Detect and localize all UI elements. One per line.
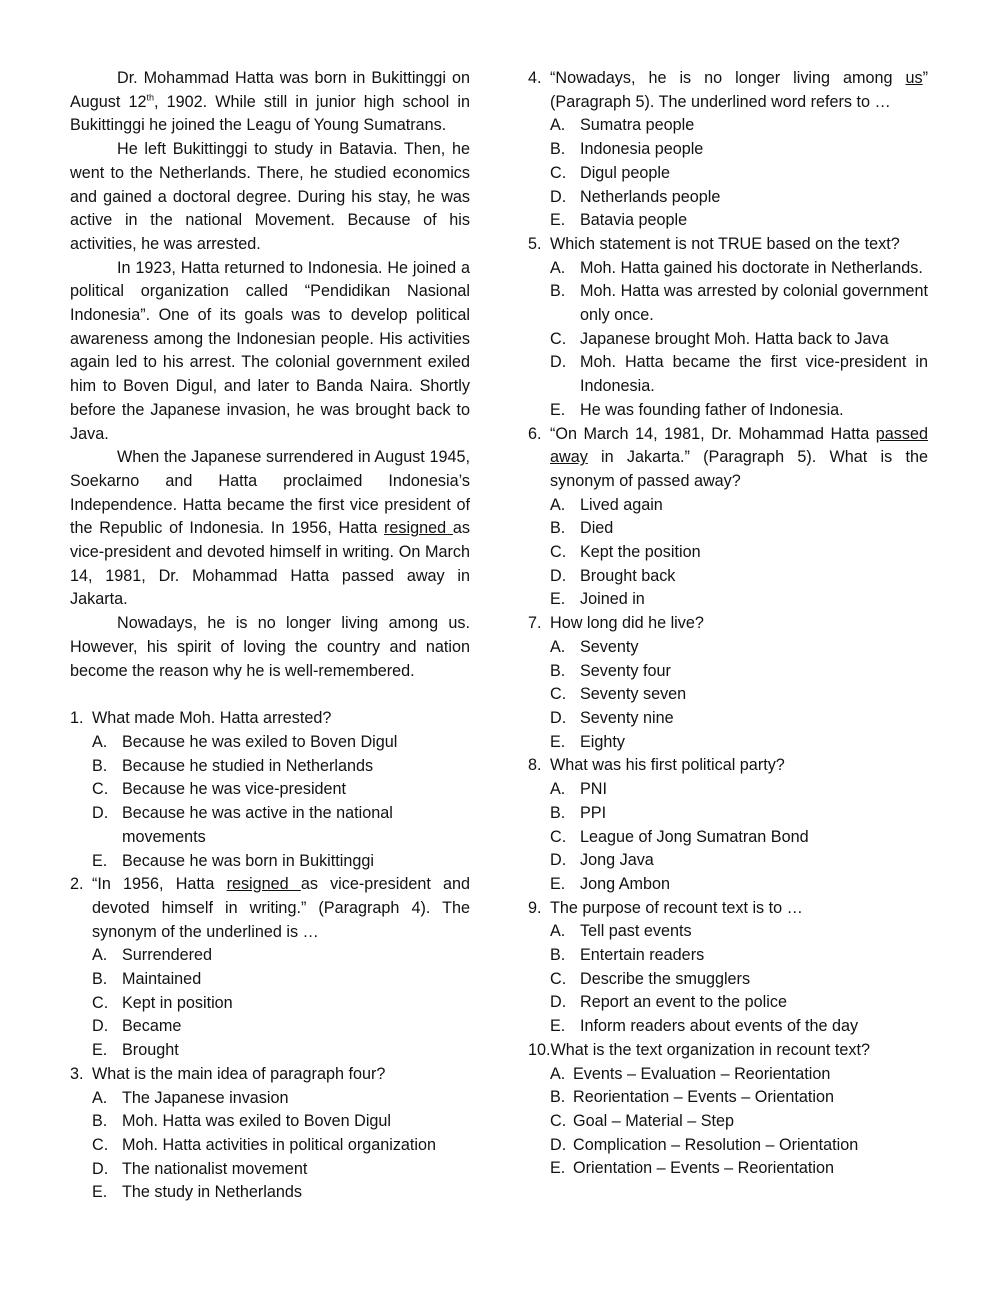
passage-text: as vice-president and devoted himself in writing. On March 14, 1981, Dr. Mohammad Hatta passed away in Jakarta. — [70, 519, 471, 609]
option-text: Because he was vice-president — [122, 780, 347, 799]
option[interactable] — [550, 114, 928, 138]
passage-text: Dr. Mohammad Hatta was born in Bukittinggi on August 12 — [70, 69, 470, 111]
option[interactable] — [550, 138, 928, 162]
option-letter: D. — [550, 851, 567, 870]
option-text: PPI — [580, 803, 607, 822]
passage-paragraph-3: In 1923, Hatta returned to Indonesia. He joined a political organization called “Pendidikan Nasional Indonesia”. One of its goals was to develop political awareness among the Indonesian people. His activities again led to his arrest. The colonial government exiled him to Boven Digul, and later to Banda Naira. Shortly before the Japanese invasion, he was brought back to Java. — [70, 258, 470, 443]
option-letter: C. — [92, 1135, 109, 1154]
option[interactable] — [550, 660, 928, 684]
option-letter: E. — [550, 732, 566, 751]
option-letter: B. — [550, 661, 566, 680]
option-text: Inform readers about events of the day — [580, 1017, 859, 1036]
question-text: How long did he live? — [550, 614, 704, 633]
option-text: Moh. Hatta activities in political organization — [122, 1135, 437, 1154]
option-letter: E. — [550, 400, 566, 419]
option-letter: C. — [550, 543, 567, 562]
option-letter: A. — [92, 732, 108, 751]
option[interactable] — [550, 351, 928, 398]
option-text: Maintained — [122, 970, 202, 989]
question-9 — [528, 897, 928, 1039]
option[interactable] — [550, 565, 928, 589]
underlined-word: resigned — [226, 875, 301, 894]
option-letter: E. — [550, 590, 566, 609]
option-text: Digul people — [580, 163, 670, 182]
option[interactable] — [92, 802, 470, 849]
option[interactable] — [550, 1015, 928, 1039]
option-letter: D. — [92, 804, 109, 823]
option-text: Netherlands people — [580, 187, 721, 206]
option-text: Events – Evaluation – Reorientation — [573, 1064, 831, 1083]
option-letter: E. — [92, 851, 108, 870]
right-column — [528, 67, 928, 1181]
question-text-part: ” (Paragraph 5). The underlined word refers to … — [550, 69, 928, 111]
option-text: Moh. Hatta gained his doctorate in Netherlands. — [580, 258, 923, 277]
option-text: Moh. Hatta was arrested by colonial government only once. — [580, 282, 928, 325]
option-letter: D. — [550, 1135, 567, 1154]
option-letter: D. — [92, 1159, 109, 1178]
option-text: Eighty — [580, 732, 625, 751]
option-letter: A. — [92, 1088, 108, 1107]
option[interactable] — [92, 1039, 470, 1063]
option-text: Seventy four — [580, 661, 671, 680]
question-5 — [528, 233, 928, 423]
question-text — [550, 423, 928, 494]
passage-text: , 1902. While still in junior high school in Bukittinggi he joined the Leagu of Young Sumatrans. — [70, 92, 470, 135]
option[interactable] — [92, 778, 470, 802]
option-text: Lived again — [580, 495, 663, 514]
left-column — [70, 67, 470, 1205]
option[interactable] — [550, 399, 928, 423]
option[interactable] — [550, 588, 928, 612]
option[interactable] — [550, 802, 928, 826]
option[interactable] — [550, 1110, 928, 1134]
passage-paragraph-5: Nowadays, he is no longer living among us. However, his spirit of loving the country and nation become the reason why he is well-remembered. — [70, 614, 470, 680]
option-text: Brought — [122, 1041, 179, 1060]
option-letter: D. — [550, 187, 567, 206]
option-text: Reorientation – Events – Orientation — [573, 1088, 834, 1107]
option[interactable] — [550, 494, 928, 518]
option-letter: C. — [550, 329, 567, 348]
option-letter: B. — [92, 1112, 108, 1131]
question-number: 5. — [528, 234, 542, 253]
option[interactable] — [550, 778, 928, 802]
option[interactable] — [92, 1015, 470, 1039]
option[interactable] — [550, 541, 928, 565]
option-text: Complication – Resolution – Orientation — [573, 1135, 859, 1154]
option-letter: D. — [550, 993, 567, 1012]
question-2 — [70, 873, 470, 1063]
option-text: Died — [580, 519, 614, 538]
option[interactable] — [550, 944, 928, 968]
question-number: 7. — [528, 614, 542, 633]
option-text: Kept the position — [580, 543, 701, 562]
option-text: PNI — [580, 780, 607, 799]
option-letter: C. — [92, 993, 109, 1012]
option-letter: A. — [550, 922, 566, 941]
option-text: Jong Ambon — [580, 874, 670, 893]
option-letter: B. — [550, 1088, 566, 1107]
question-text: What is the main idea of paragraph four? — [92, 1064, 386, 1083]
option-text: Orientation – Events – Reorientation — [573, 1159, 834, 1178]
option-text: The Japanese invasion — [122, 1088, 289, 1107]
option-text: Jong Java — [580, 851, 654, 870]
option-text: He was founding father of Indonesia. — [580, 400, 844, 419]
option-text: Became — [122, 1017, 182, 1036]
option-letter: C. — [550, 163, 567, 182]
question-text — [92, 873, 470, 944]
option[interactable] — [550, 1086, 928, 1110]
option-text: Joined in — [580, 590, 645, 609]
option-text: Batavia people — [580, 211, 688, 230]
option[interactable] — [550, 707, 928, 731]
question-text-part: “Nowadays, he is no longer living among — [550, 69, 906, 87]
option[interactable] — [550, 873, 928, 897]
option[interactable] — [92, 1158, 470, 1182]
option-text: Surrendered — [122, 946, 212, 965]
option-letter: B. — [92, 970, 108, 989]
question-number: 9. — [528, 898, 542, 917]
option[interactable] — [550, 849, 928, 873]
option[interactable] — [550, 517, 928, 541]
option[interactable] — [92, 992, 470, 1016]
option-text: The study in Netherlands — [122, 1183, 302, 1202]
option[interactable] — [92, 1134, 470, 1158]
question-number: 10. — [528, 1040, 551, 1059]
question-8 — [528, 754, 928, 896]
question-number: 4. — [528, 69, 542, 87]
option[interactable] — [92, 731, 470, 755]
option-letter: B. — [92, 756, 108, 775]
option-letter: C. — [550, 969, 567, 988]
option-letter: A. — [550, 116, 566, 135]
option-text: Report an event to the police — [580, 993, 787, 1012]
option-letter: B. — [550, 519, 566, 538]
option[interactable] — [92, 944, 470, 968]
option[interactable] — [92, 1087, 470, 1111]
option-text: Indonesia people — [580, 140, 704, 159]
option-letter: A. — [550, 637, 566, 656]
question-text-part: in Jakarta.” (Paragraph 5). What is the synonym of passed away? — [550, 448, 928, 490]
question-7 — [528, 612, 928, 754]
option-text: League of Jong Sumatran Bond — [580, 827, 809, 846]
option[interactable] — [550, 162, 928, 186]
option[interactable] — [550, 186, 928, 210]
option[interactable] — [550, 920, 928, 944]
option[interactable] — [550, 731, 928, 755]
option-text: Tell past events — [580, 922, 692, 941]
question-text: What was his first political party? — [550, 756, 785, 775]
option-letter: B. — [550, 140, 566, 159]
option[interactable] — [550, 636, 928, 660]
question-1 — [70, 707, 470, 873]
option-letter: C. — [92, 780, 109, 799]
option-text: Kept in position — [122, 993, 233, 1012]
question-4 — [528, 67, 928, 233]
question-text: What made Moh. Hatta arrested? — [92, 709, 332, 728]
question-text-part: “On March 14, 1981, Dr. Mohammad Hatta — [550, 424, 876, 443]
option-letter: A. — [550, 258, 566, 277]
passage-text: When the Japanese surrendered in August 1945, Soekarno and Hatta proclaimed Indonesia’s Independence. Hatta became the first vice president of the Republic of Indonesia. In 1956, Hatta — [70, 448, 470, 538]
option-text: Seventy seven — [580, 685, 687, 704]
option-letter: E. — [550, 211, 566, 230]
question-text-part: as vice-president and devoted himself in writing.” (Paragraph 4). The synonym of the underlined is … — [92, 875, 470, 941]
option-letter: D. — [550, 353, 567, 372]
question-text: Which statement is not TRUE based on the text? — [550, 234, 900, 253]
option-letter: A. — [92, 946, 108, 965]
question-3 — [70, 1063, 470, 1205]
option-letter: D. — [92, 1017, 109, 1036]
option[interactable] — [550, 280, 928, 327]
option-letter: B. — [550, 803, 566, 822]
option-letter: B. — [550, 282, 566, 301]
question-number: 3. — [70, 1064, 84, 1083]
option-text: Seventy — [580, 637, 639, 656]
option-text: Moh. Hatta became the first vice-president in Indonesia. — [580, 353, 928, 396]
option-text: Moh. Hatta was exiled to Boven Digul — [122, 1112, 392, 1131]
option[interactable] — [550, 968, 928, 992]
option[interactable] — [550, 1157, 928, 1181]
option-text: Sumatra people — [580, 116, 695, 135]
underlined-word: resigned — [384, 519, 453, 538]
option[interactable] — [550, 328, 928, 352]
question-text — [550, 67, 928, 114]
question-6 — [528, 423, 928, 613]
underlined-word: passed away — [550, 424, 928, 467]
option[interactable] — [550, 683, 928, 707]
option-letter: E. — [550, 1017, 566, 1036]
option-text: The nationalist movement — [122, 1159, 308, 1178]
option[interactable] — [550, 826, 928, 850]
option[interactable] — [92, 968, 470, 992]
option[interactable] — [550, 991, 928, 1015]
question-text: The purpose of recount text is to … — [550, 898, 803, 917]
option-letter: E. — [550, 874, 566, 893]
option-text: Goal – Material – Step — [573, 1111, 735, 1130]
option[interactable] — [92, 755, 470, 779]
option-letter: E. — [92, 1183, 108, 1202]
question-10 — [528, 1039, 928, 1181]
option[interactable] — [550, 209, 928, 233]
option-letter: D. — [550, 566, 567, 585]
option-letter: C. — [550, 1111, 567, 1130]
option[interactable] — [550, 1063, 928, 1087]
option-letter: C. — [550, 827, 567, 846]
option[interactable] — [92, 1110, 470, 1134]
question-number: 2. — [70, 875, 84, 894]
passage-paragraph-4 — [70, 446, 470, 612]
option-letter: A. — [550, 495, 566, 514]
option[interactable] — [92, 1181, 470, 1205]
underlined-word: us — [905, 69, 923, 87]
option-text: Seventy nine — [580, 708, 674, 727]
option[interactable] — [550, 1134, 928, 1158]
option-text: Brought back — [580, 566, 676, 585]
passage-paragraph-2: He left Bukittinggi to study in Batavia. Then, he went to the Netherlands. There, he studied economics and gained a doctoral degree. During his stay, he was active in the national Movement. Because of his activities, he was arrested. — [70, 140, 470, 253]
question-number: 1. — [70, 709, 84, 728]
option-letter: A. — [550, 1064, 566, 1083]
option-letter: B. — [550, 946, 566, 965]
option-text: Entertain readers — [580, 946, 705, 965]
option[interactable] — [550, 257, 928, 281]
question-text-part: “In 1956, Hatta — [92, 875, 227, 894]
option-text: Describe the smugglers — [580, 969, 751, 988]
superscript: th — [146, 92, 155, 103]
option-text: Because he studied in Netherlands — [122, 756, 374, 775]
option-letter: E. — [550, 1159, 566, 1178]
option-letter: C. — [550, 685, 567, 704]
option-text: Because he was exiled to Boven Digul — [122, 732, 398, 751]
option-text: Because he was active in the national movements — [122, 804, 393, 846]
option-letter: A. — [550, 780, 566, 799]
option-letter: D. — [550, 708, 567, 727]
question-number: 6. — [528, 424, 542, 443]
option-letter: E. — [92, 1041, 108, 1060]
option-text: Because he was born in Bukittinggi — [122, 851, 374, 870]
question-text: What is the text organization in recount text? — [550, 1040, 870, 1059]
option[interactable] — [92, 850, 470, 874]
question-number: 8. — [528, 756, 542, 775]
option-text: Japanese brought Moh. Hatta back to Java — [580, 329, 889, 348]
passage-paragraph-1 — [70, 67, 470, 138]
